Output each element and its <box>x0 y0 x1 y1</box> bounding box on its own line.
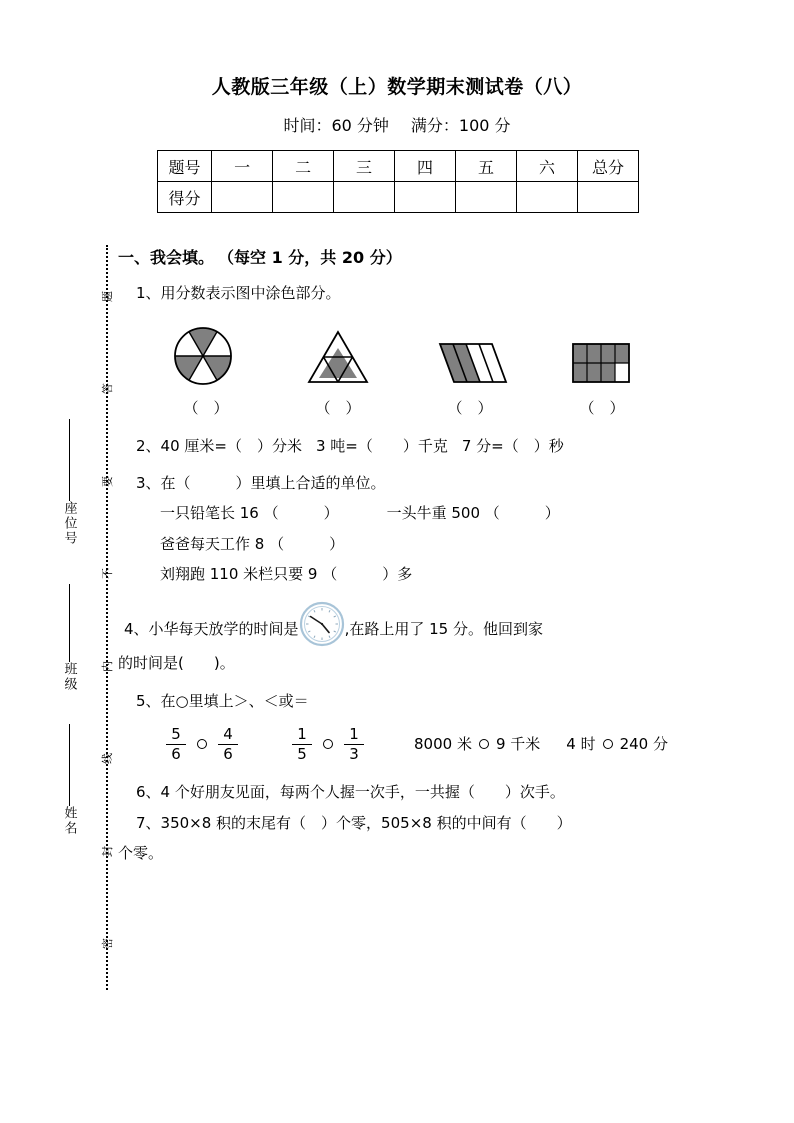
fraction-1-5 <box>292 726 312 763</box>
sealing-char: 题 <box>100 290 114 302</box>
score-cell-total[interactable] <box>577 182 638 213</box>
question-3-sub-2 <box>118 530 688 559</box>
triangle-four-parts-icon <box>300 322 376 392</box>
compare-3-left: 8000 米 <box>414 734 472 753</box>
col-header-total: 总分 <box>577 151 638 182</box>
question-3-sub-1 <box>118 499 688 528</box>
score-cell-6[interactable] <box>516 182 577 213</box>
compare-circle-blank-1[interactable] <box>197 739 207 749</box>
fraction-denominator: 6 <box>171 744 181 763</box>
fraction-denominator: 5 <box>297 744 307 763</box>
col-header-6: 六 <box>516 151 577 182</box>
score-cell-4[interactable] <box>395 182 456 213</box>
question-3-sub-3-left[interactable]: 刘翔跑 110 米栏只要 9 （ ）多 <box>160 565 413 584</box>
question-6-text[interactable]: 4 个好朋友见面，每两个人握一次手，一共握（ ）次手。 <box>160 783 565 802</box>
question-4 <box>118 601 688 647</box>
fraction-1-3 <box>344 726 364 763</box>
total-score: 满分：100 分 <box>410 116 511 135</box>
field-seat-number[interactable] <box>54 415 84 546</box>
grid-eight-cells-icon <box>564 322 640 392</box>
fraction-numerator: 5 <box>171 724 181 743</box>
compare-4-right: 240 分 <box>619 734 668 753</box>
section-title: 一、我会填。 <box>118 248 215 267</box>
answer-blank-fig-1[interactable]: （ ） <box>183 398 229 417</box>
col-header-5: 五 <box>456 151 517 182</box>
row-label-question: 题号 <box>158 151 212 182</box>
exam-meta <box>0 113 794 136</box>
answer-blank-fig-2[interactable]: （ ） <box>315 398 361 417</box>
question-2-part-1[interactable]: 40 厘米=（ ）分米 <box>160 437 302 456</box>
question-5-text: 在○里填上＞、＜或＝ <box>160 692 309 711</box>
question-5 <box>118 687 688 716</box>
question-4-text-before: 小华每天放学的时间是 <box>148 619 299 638</box>
row-label-score: 得分 <box>158 182 212 213</box>
col-header-3: 三 <box>334 151 395 182</box>
sealing-char: 要 <box>100 475 114 487</box>
class-label: 班级 <box>61 662 77 692</box>
score-cell-3[interactable] <box>334 182 395 213</box>
question-4-text-after: ,在路上用了 15 分。他回到家 <box>344 619 543 638</box>
question-1-answer-blanks <box>118 394 688 423</box>
table-row-question-numbers <box>158 151 639 182</box>
seat-number-label: 座位号 <box>61 501 77 546</box>
fraction-numerator: 1 <box>297 724 307 743</box>
time-limit: 时间：60 分钟 <box>283 116 389 135</box>
parallelogram-four-strips-icon <box>432 322 508 392</box>
question-2 <box>118 432 688 461</box>
question-3 <box>118 469 688 498</box>
question-7 <box>118 809 688 838</box>
compare-3-right: 9 千米 <box>495 734 541 753</box>
class-write-line[interactable] <box>69 584 70 662</box>
fraction-5-6 <box>166 726 186 763</box>
answer-blank-fig-3[interactable]: （ ） <box>447 398 493 417</box>
question-5-number: 5、 <box>136 692 161 711</box>
col-header-1: 一 <box>212 151 273 182</box>
sealing-char: 线 <box>100 753 114 765</box>
score-cell-2[interactable] <box>273 182 334 213</box>
student-name-write-line[interactable] <box>69 724 70 806</box>
table-row-scores <box>158 182 639 213</box>
question-3-text[interactable]: 在（ ）里填上合适的单位。 <box>160 473 386 492</box>
score-table <box>157 150 639 213</box>
section-points: （每空 1 分，共 20 分） <box>226 248 402 267</box>
question-5-comparisons <box>118 726 688 763</box>
question-1 <box>118 279 688 308</box>
question-7-text[interactable]: 350×8 积的末尾有（ ）个零，505×8 积的中间有（ ） <box>160 813 572 832</box>
fraction-numerator: 4 <box>223 724 233 743</box>
question-1-figures <box>118 316 688 392</box>
question-7-line-2[interactable]: 个零。 <box>118 844 164 863</box>
analog-clock-icon <box>299 601 345 647</box>
question-6 <box>118 778 688 807</box>
fraction-4-6 <box>218 726 238 763</box>
question-2-number: 2、 <box>136 437 161 456</box>
question-3-number: 3、 <box>136 473 161 492</box>
compare-4-left: 4 时 <box>566 734 596 753</box>
answer-blank-fig-4[interactable]: （ ） <box>579 398 625 417</box>
sealing-margin <box>0 0 130 1123</box>
question-2-part-3[interactable]: 7 分=（ ）秒 <box>461 437 564 456</box>
field-student-name[interactable] <box>54 720 84 836</box>
question-3-sub-3 <box>118 560 688 589</box>
question-1-text: 用分数表示图中涂色部分。 <box>160 284 341 303</box>
sealing-char: 内 <box>100 660 114 672</box>
sealing-char: 不 <box>100 568 114 580</box>
sealing-line-text <box>97 250 117 990</box>
question-7-number: 7、 <box>136 813 161 832</box>
section-heading-one <box>118 243 688 273</box>
col-header-4: 四 <box>395 151 456 182</box>
page-title: 人教版三年级（上）数学期末测试卷（八） <box>211 76 583 98</box>
col-header-2: 二 <box>273 151 334 182</box>
question-3-sub-1-right[interactable]: 一头牛重 500 （ ） <box>386 504 560 523</box>
field-class[interactable] <box>54 580 84 692</box>
compare-circle-blank-2[interactable] <box>323 739 333 749</box>
exam-body <box>118 243 688 868</box>
sealing-char: 封 <box>100 845 114 857</box>
score-cell-1[interactable] <box>212 182 273 213</box>
question-4-line-2[interactable]: 的时间是( )。 <box>118 653 235 672</box>
circle-six-sectors-icon <box>168 322 244 392</box>
sealing-char: 密 <box>100 938 114 950</box>
sealing-char: 答 <box>100 383 114 395</box>
seat-number-write-line[interactable] <box>69 419 70 501</box>
question-1-number: 1、 <box>136 284 161 303</box>
compare-circle-blank-4[interactable] <box>603 739 613 749</box>
fraction-numerator: 1 <box>349 724 359 743</box>
question-3-sub-2-left[interactable]: 爸爸每天工作 8 （ ） <box>160 534 345 553</box>
question-4-number: 4、 <box>124 619 149 638</box>
fraction-denominator: 6 <box>223 744 233 763</box>
question-2-part-2[interactable]: 3 吨=（ ）千克 <box>315 437 448 456</box>
question-6-number: 6、 <box>136 783 161 802</box>
compare-circle-blank-3[interactable] <box>479 739 489 749</box>
question-3-sub-1-left[interactable]: 一只铅笔长 16 （ ） <box>160 504 339 523</box>
student-name-label: 姓名 <box>61 806 77 836</box>
score-cell-5[interactable] <box>456 182 517 213</box>
fraction-denominator: 3 <box>349 744 359 763</box>
